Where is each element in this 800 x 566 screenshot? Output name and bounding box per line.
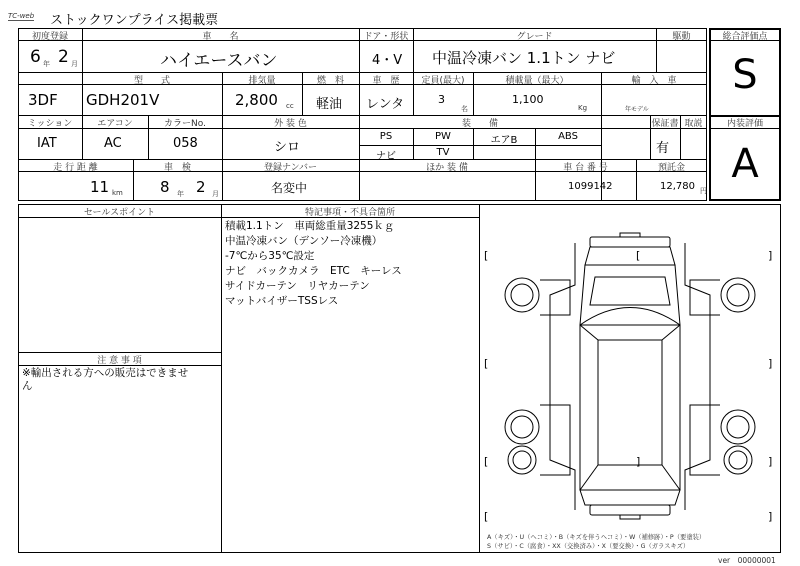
special-notes [225, 219, 402, 309]
grade: 中温冷凍バン 1.1トン ナビ [432, 49, 616, 67]
import-label: 輸 入 車 [631, 76, 677, 86]
inspection-month: 2 [196, 178, 206, 196]
special-note-line: -7℃から35℃設定 [225, 250, 315, 262]
color-no: 058 [173, 136, 198, 151]
grade-label: グレード [516, 32, 553, 42]
chassis-label: 車 台 番 号 [563, 163, 608, 173]
first-reg-month-unit: 月 [71, 60, 78, 68]
model-prefix: 3DF [28, 91, 58, 109]
special-note-line: 中温冷凍バン（デンソー冷凍機） [225, 235, 383, 247]
warranty: 有 [656, 141, 670, 156]
inspection-month-unit: 月 [212, 190, 219, 198]
diagram-bracket: ] [636, 455, 641, 468]
mission-label: ミッション [27, 119, 73, 129]
car-damage-diagram [480, 205, 780, 552]
special-note-line: 積載1.1トン 車両総重量3255ｋｇ [225, 220, 395, 232]
car-name: ハイエースバン [160, 51, 278, 71]
displacement: 2,800 [235, 91, 278, 109]
inspection-year: 8 [160, 178, 170, 196]
mission: IAT [37, 136, 57, 151]
inspection-label: 車 検 [163, 163, 191, 173]
car-name-label: 車 名 [202, 32, 239, 42]
equip-pw: PW [435, 131, 451, 142]
chassis-number: 1099142 [568, 181, 613, 192]
diagram-bracket: [ [484, 357, 489, 370]
price: 12,780 [660, 181, 695, 192]
aircon: AC [104, 136, 122, 151]
history-label: 車 歴 [372, 76, 400, 86]
version-label: ver 00000001 [718, 556, 776, 565]
special-note-line: ナビ バックカメラ ETC キーレス [225, 265, 402, 277]
page-title: ストックワンプライス掲載票 [50, 13, 219, 28]
diagram-bracket: ] [768, 510, 773, 523]
diagram-bracket: ] [768, 249, 773, 262]
equip-label: 装 備 [461, 119, 498, 129]
equip-ps: PS [379, 131, 393, 142]
other-equip-label: ほか 装 備 [426, 163, 468, 173]
warranty-label: 保証書 [651, 119, 679, 129]
equip-navi: ナビ [376, 151, 396, 162]
equip-airbag: エアB [490, 135, 518, 146]
model-label: 型 式 [133, 76, 170, 86]
capacity-unit: 名 [461, 105, 468, 113]
first-reg-label: 初度登録 [31, 32, 68, 42]
mileage: 11 [90, 178, 110, 196]
displacement-unit: cc [286, 102, 294, 110]
diagram-bracket: ] [768, 357, 773, 370]
capacity-label: 定員(最大) [421, 76, 465, 86]
model: GDH201V [86, 91, 160, 109]
fuel-label: 燃 料 [316, 76, 344, 86]
logo: TC-web [8, 12, 35, 20]
load-unit: Kg [578, 104, 588, 112]
door-shape: 4・V [372, 53, 403, 68]
equip-tv: TV [436, 147, 450, 158]
manual-label: 取説 [684, 119, 703, 129]
interior-rating-label: 内装評価 [726, 119, 763, 129]
model-year-label: 年モデル [625, 106, 649, 113]
caution-line: ん [22, 380, 33, 392]
load-label: 積載量（最大） [505, 76, 569, 86]
overall-rating: S [732, 52, 758, 98]
sales-point-label: セールスポイント [83, 208, 156, 218]
diagram-bracket: [ [484, 455, 489, 468]
diagram-bracket: [ [636, 249, 641, 262]
mileage-unit: km [112, 189, 123, 197]
plate-label: 登録ナンバー [264, 163, 317, 173]
overall-rating-label: 総合評価点 [722, 32, 768, 42]
caution-line: ※輸出される方への販売はできませ [22, 367, 189, 379]
diagram-bracket: [ [484, 510, 489, 523]
exterior-color: シロ [274, 140, 301, 155]
damage-legend-line1: A（キズ）・U（ヘコミ）・B（キズを伴うヘコミ）・W（補修跡）・P（要塗装） [487, 534, 706, 541]
diagram-bracket: ] [768, 455, 773, 468]
first-reg-month: 2 [58, 47, 69, 67]
mileage-label: 走 行 距 離 [53, 163, 98, 173]
history: レンタ [366, 97, 405, 112]
equip-abs: ABS [558, 131, 578, 142]
caution-label: 注 意 事 項 [97, 356, 142, 366]
first-reg-year: 6 [30, 47, 41, 67]
fuel: 軽油 [316, 97, 343, 112]
price-label: 預託金 [657, 163, 685, 173]
special-note-line: マットバイザーTSSレス [225, 295, 339, 307]
price-unit: 円 [700, 187, 707, 195]
plate: 名変中 [271, 181, 308, 195]
damage-legend-line2: S（サビ）・C（腐食）・XX（交換済み）・X（要交換）・G（ガラスキズ） [487, 543, 690, 550]
aircon-label: エアコン [97, 119, 133, 129]
caution-notes [22, 367, 188, 393]
capacity: 3 [438, 93, 445, 106]
special-notes-label: 特記事項・不具合箇所 [304, 208, 395, 218]
diagram-bracket: [ [484, 249, 489, 262]
exterior-label: 外 装 色 [274, 119, 307, 129]
color-no-label: カラーNo. [164, 119, 206, 129]
drive-label: 駆動 [672, 32, 691, 42]
displacement-label: 排気量 [248, 76, 276, 86]
load: 1,100 [512, 93, 544, 106]
interior-rating: A [731, 141, 759, 187]
inspection-year-unit: 年 [177, 190, 184, 198]
first-reg-year-unit: 年 [43, 60, 50, 68]
door-label: ドア・形状 [363, 32, 409, 42]
special-note-line: サイドカーテン リヤカーテン [225, 280, 370, 292]
